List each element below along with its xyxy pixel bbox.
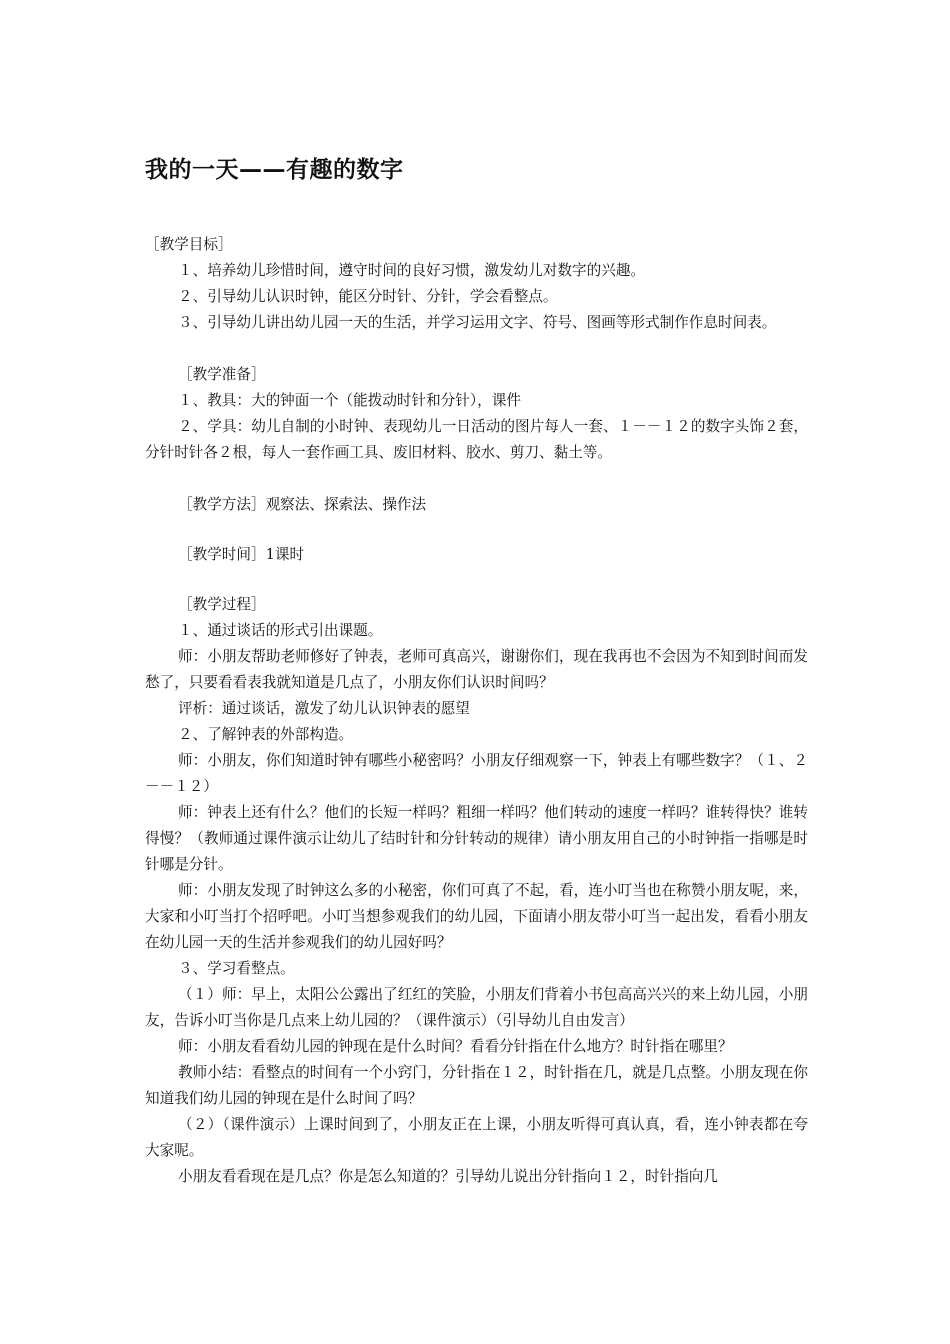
paragraph: 教师小结：看整点的时间有一个小窍门，分针指在１２，时针指在几，就是几点整。小朋友现在你知道我们幼儿园的钟现在是什么时间了吗？ [145,1064,808,1107]
paragraph: 师：小朋友帮助老师修好了钟表，老师可真高兴，谢谢你们，现在我再也不会因为不知到时间而发愁了，只要看看表我就知道是几点了，小朋友你们认识时间吗？ [145,648,808,691]
paragraph: ２、学具：幼儿自制的小时钟、表现幼儿一日活动的图片每人一套、１－－１２的数字头饰２套，分针时针各２根，每人一套作画工具、废旧材料、胶水、剪刀、黏土等。 [145,418,808,461]
paragraph: ２、了解钟表的外部构造。 [178,726,354,743]
paragraph: １、培养幼儿珍惜时间，遵守时间的良好习惯，激发幼儿对数字的兴趣。 [178,262,646,279]
paragraph: ３、学习看整点。 [178,960,295,977]
process-heading: ［教学过程］ [178,596,266,613]
paragraph: 师：小朋友发现了时钟这么多的小秘密，你们可真了不起，看，连小叮当也在称赞小朋友呢，来，大家和小叮当打个招呼吧。小叮当想参观我们的幼儿园，下面请小朋友带小叮当一起出发，看看小朋友在幼儿园一天的生活并参观我们的幼儿园好吗？ [145,882,808,951]
paragraph: 师：小朋友，你们知道时钟有哪些小秘密吗？小朋友仔细观察一下，钟表上有哪些数字？（１、２－－１２） [145,752,808,795]
paragraph: 评析：通过谈话，激发了幼儿认识钟表的愿望 [178,700,470,717]
paragraph: １、通过谈话的形式引出课题。 [178,622,383,639]
paragraph: 师：钟表上还有什么？他们的长短一样吗？粗细一样吗？他们转动的速度一样吗？谁转得快？谁转得慢？（教师通过课件演示让幼儿了结时针和分针转动的规律）请小朋友用自己的小时钟指一指哪是时针哪是分针。 [145,804,808,873]
document-body [145,232,808,1190]
time-line: ［教学时间］1课时 [178,546,305,563]
paragraph: ２、引导幼儿认识时钟，能区分时针、分针，学会看整点。 [178,288,558,305]
prep-heading: ［教学准备］ [178,366,266,383]
goals-heading: ［教学目标］ [145,236,233,253]
paragraph: （２）（课件演示）上课时间到了，小朋友正在上课，小朋友听得可真认真，看，连小钟表都在夸大家呢。 [145,1116,808,1159]
paragraph: 小朋友看看现在是几点？你是怎么知道的？引导幼儿说出分针指向１２，时针指向几 [178,1168,718,1185]
method-line: ［教学方法］观察法、探索法、操作法 [178,496,427,513]
paragraph: １、教具：大的钟面一个（能拨动时针和分针），课件 [178,392,521,409]
paragraph: （１）师：早上，太阳公公露出了红红的笑脸，小朋友们背着小书包高高兴兴的来上幼儿园，小朋友，告诉小叮当你是几点来上幼儿园的？（课件演示）（引导幼儿自由发言） [145,986,808,1029]
paragraph: ３、引导幼儿讲出幼儿园一天的生活，并学习运用文字、符号、图画等形式制作作息时间表。 [178,314,777,331]
document-title: 我的一天——有趣的数字 [145,157,404,183]
paragraph: 师：小朋友看看幼儿园的钟现在是什么时间？看看分针指在什么地方？时针指在哪里？ [178,1038,733,1055]
